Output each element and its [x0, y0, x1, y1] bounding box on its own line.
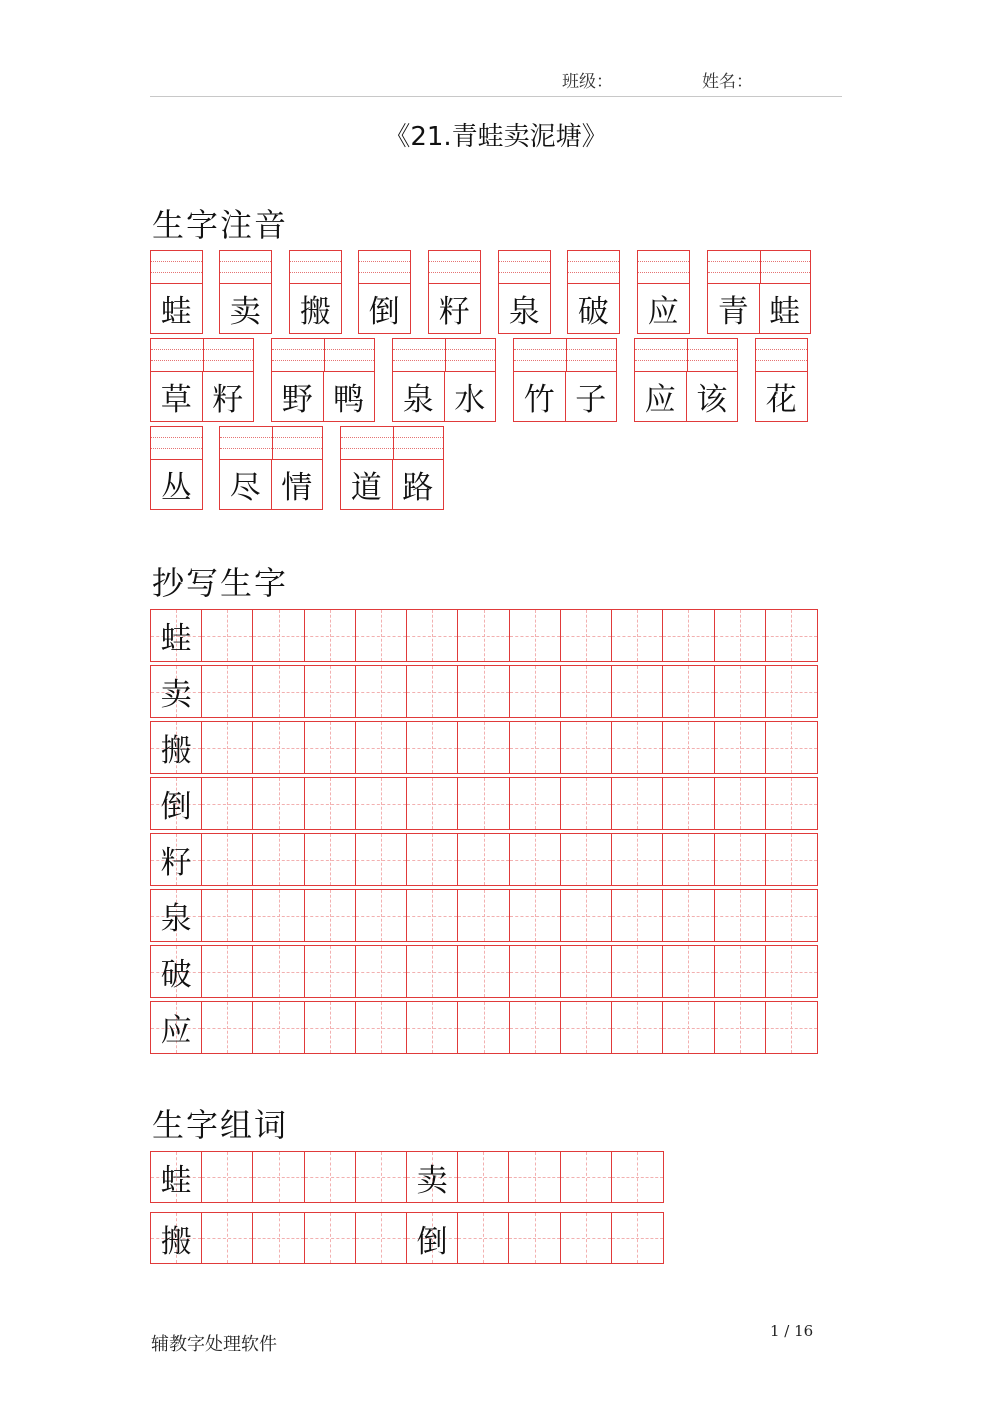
practice-square[interactable] — [458, 778, 509, 829]
practice-square[interactable] — [561, 946, 612, 997]
practice-square[interactable] — [612, 1152, 663, 1202]
practice-square[interactable] — [407, 946, 458, 997]
practice-square[interactable] — [407, 610, 458, 661]
model-character: 蛙 — [160, 1162, 192, 1199]
practice-square[interactable] — [202, 610, 253, 661]
practice-square[interactable] — [561, 666, 612, 717]
pinyin-word-box — [428, 250, 481, 334]
pinyin-word-box — [219, 426, 323, 510]
pinyin-divider — [445, 339, 446, 371]
model-character-square — [151, 890, 202, 941]
practice-square[interactable] — [407, 666, 458, 717]
practice-square[interactable] — [253, 890, 304, 941]
character-cell: 籽 — [438, 293, 470, 330]
pinyin-word-box — [358, 250, 411, 334]
practice-square[interactable] — [253, 1213, 304, 1263]
model-character-square — [151, 1002, 202, 1053]
practice-square[interactable] — [202, 778, 253, 829]
pinyin-divider — [203, 339, 204, 371]
practice-square[interactable] — [663, 890, 714, 941]
character-cell: 蛙 — [769, 293, 801, 330]
pinyin-divider — [272, 427, 273, 459]
pinyin-writing-lines[interactable] — [568, 251, 619, 284]
pinyin-word-box — [150, 426, 203, 510]
practice-square[interactable] — [356, 1002, 407, 1053]
practice-square[interactable] — [715, 834, 766, 885]
practice-square[interactable] — [612, 722, 663, 773]
practice-square[interactable] — [510, 778, 561, 829]
practice-square[interactable] — [715, 610, 766, 661]
practice-square[interactable] — [253, 778, 304, 829]
practice-square[interactable] — [305, 1152, 356, 1202]
practice-square[interactable] — [458, 666, 509, 717]
character-cell: 道 — [341, 459, 393, 509]
practice-square[interactable] — [510, 834, 561, 885]
character-cell: 子 — [575, 381, 607, 418]
character-cell: 花 — [765, 381, 797, 418]
compose-row — [150, 1212, 664, 1264]
pinyin-divider — [393, 427, 394, 459]
model-character: 应 — [160, 1013, 192, 1049]
model-character: 破 — [160, 957, 192, 993]
compose-row — [150, 1151, 664, 1203]
copy-row — [150, 889, 818, 942]
practice-square[interactable] — [305, 722, 356, 773]
practice-square[interactable] — [561, 610, 612, 661]
section-title-pinyin: 生字注音 — [152, 206, 289, 244]
pinyin-word-box — [755, 338, 808, 422]
practice-square[interactable] — [458, 1002, 509, 1053]
practice-square[interactable] — [715, 666, 766, 717]
practice-square[interactable] — [510, 890, 561, 941]
pinyin-writing-lines[interactable] — [359, 251, 410, 284]
practice-square[interactable] — [663, 666, 714, 717]
practice-square[interactable] — [612, 1002, 663, 1053]
copy-row — [150, 777, 818, 830]
pinyin-writing-lines[interactable] — [151, 251, 202, 284]
practice-square[interactable] — [305, 778, 356, 829]
character-cell: 应 — [647, 293, 679, 330]
practice-square[interactable] — [663, 946, 714, 997]
practice-square[interactable] — [356, 890, 407, 941]
copy-row — [150, 833, 818, 886]
pinyin-writing-lines[interactable] — [638, 251, 689, 284]
page-number: 1 / 16 — [770, 1322, 814, 1340]
pinyin-word-box — [289, 250, 342, 334]
practice-square[interactable] — [305, 890, 356, 941]
pinyin-word-box — [150, 250, 203, 334]
practice-square[interactable] — [458, 722, 509, 773]
pinyin-word-box — [498, 250, 551, 334]
practice-square[interactable] — [715, 890, 766, 941]
practice-square[interactable] — [663, 722, 714, 773]
practice-square[interactable] — [663, 610, 714, 661]
practice-square[interactable] — [612, 890, 663, 941]
pinyin-writing-lines[interactable] — [220, 251, 271, 284]
practice-square[interactable] — [356, 610, 407, 661]
practice-square[interactable] — [766, 610, 817, 661]
header-divider — [150, 96, 842, 97]
practice-square[interactable] — [253, 1152, 304, 1202]
pinyin-word-box — [150, 338, 254, 422]
practice-square[interactable] — [663, 778, 714, 829]
practice-square[interactable] — [407, 1002, 458, 1053]
practice-square[interactable] — [715, 722, 766, 773]
character-cell: 水 — [454, 381, 486, 418]
pinyin-writing-lines[interactable] — [151, 427, 202, 460]
pinyin-writing-lines[interactable] — [499, 251, 550, 284]
model-character-square — [407, 1152, 458, 1202]
pinyin-writing-lines[interactable] — [429, 251, 480, 284]
pinyin-word-box — [634, 338, 738, 422]
practice-square[interactable] — [202, 946, 253, 997]
practice-square[interactable] — [202, 890, 253, 941]
practice-square[interactable] — [356, 722, 407, 773]
model-character: 搬 — [160, 733, 192, 769]
character-cell: 破 — [577, 293, 609, 330]
practice-square[interactable] — [510, 946, 561, 997]
pinyin-writing-lines[interactable] — [290, 251, 341, 284]
class-label: 班级： — [562, 72, 613, 92]
character-cell: 情 — [281, 469, 313, 506]
pinyin-writing-lines[interactable] — [756, 339, 807, 372]
model-character-square — [151, 1213, 202, 1263]
character-cell: 泉 — [508, 293, 540, 330]
practice-square[interactable] — [510, 610, 561, 661]
practice-square[interactable] — [253, 1002, 304, 1053]
practice-square[interactable] — [202, 666, 253, 717]
practice-square[interactable] — [356, 1213, 407, 1263]
practice-square[interactable] — [561, 1213, 612, 1263]
practice-square[interactable] — [305, 610, 356, 661]
model-character-square — [151, 610, 202, 661]
practice-square[interactable] — [663, 1002, 714, 1053]
model-character-square — [151, 778, 202, 829]
practice-square[interactable] — [561, 1152, 612, 1202]
practice-square[interactable] — [663, 834, 714, 885]
model-character: 泉 — [160, 901, 192, 937]
practice-square[interactable] — [458, 1152, 509, 1202]
practice-square[interactable] — [715, 778, 766, 829]
practice-square[interactable] — [715, 1002, 766, 1053]
practice-square[interactable] — [766, 890, 817, 941]
practice-square[interactable] — [715, 946, 766, 997]
character-cell: 尽 — [220, 459, 272, 509]
practice-square[interactable] — [305, 666, 356, 717]
model-character-square — [151, 1152, 202, 1202]
practice-square[interactable] — [253, 610, 304, 661]
practice-square[interactable] — [253, 722, 304, 773]
practice-square[interactable] — [458, 610, 509, 661]
character-cell: 搬 — [299, 293, 331, 330]
practice-square[interactable] — [202, 1002, 253, 1053]
character-cell: 卖 — [229, 293, 261, 330]
character-cell: 竹 — [514, 371, 566, 421]
practice-square[interactable] — [202, 722, 253, 773]
practice-square[interactable] — [356, 946, 407, 997]
model-character: 籽 — [160, 845, 192, 881]
copy-row — [150, 945, 818, 998]
practice-square[interactable] — [510, 1002, 561, 1053]
practice-square[interactable] — [612, 946, 663, 997]
model-character: 倒 — [160, 789, 192, 825]
model-character-square — [151, 946, 202, 997]
practice-square[interactable] — [305, 834, 356, 885]
practice-square[interactable] — [509, 1213, 560, 1263]
practice-square[interactable] — [407, 834, 458, 885]
pinyin-divider — [324, 339, 325, 371]
name-label: 姓名： — [702, 72, 753, 92]
copy-row — [150, 1001, 818, 1054]
practice-square[interactable] — [561, 834, 612, 885]
copy-row — [150, 609, 818, 662]
footer-software-name: 辅教字处理软件 — [151, 1334, 277, 1355]
model-character-square — [407, 1213, 458, 1263]
practice-square[interactable] — [766, 1002, 817, 1053]
practice-square[interactable] — [253, 834, 304, 885]
practice-square[interactable] — [407, 890, 458, 941]
practice-square[interactable] — [202, 1213, 253, 1263]
practice-square[interactable] — [561, 778, 612, 829]
pinyin-word-box — [219, 250, 272, 334]
practice-square[interactable] — [202, 1152, 253, 1202]
character-cell: 籽 — [212, 381, 244, 418]
practice-square[interactable] — [766, 778, 817, 829]
model-character: 倒 — [416, 1223, 448, 1260]
practice-square[interactable] — [305, 946, 356, 997]
practice-square[interactable] — [458, 946, 509, 997]
practice-square[interactable] — [561, 1002, 612, 1053]
practice-square[interactable] — [356, 778, 407, 829]
section-title-copy: 抄写生字 — [152, 564, 289, 602]
practice-square[interactable] — [766, 834, 817, 885]
practice-square[interactable] — [561, 722, 612, 773]
practice-square[interactable] — [202, 834, 253, 885]
model-character: 卖 — [416, 1162, 448, 1199]
character-cell: 鸭 — [333, 381, 365, 418]
pinyin-word-box — [392, 338, 496, 422]
practice-square[interactable] — [612, 610, 663, 661]
character-cell: 泉 — [393, 371, 445, 421]
practice-square[interactable] — [356, 834, 407, 885]
practice-square[interactable] — [612, 1213, 663, 1263]
model-character: 蛙 — [160, 621, 192, 657]
pinyin-divider — [687, 339, 688, 371]
practice-square[interactable] — [510, 722, 561, 773]
character-cell: 青 — [708, 283, 760, 333]
practice-square[interactable] — [407, 722, 458, 773]
practice-square[interactable] — [305, 1002, 356, 1053]
practice-square[interactable] — [612, 834, 663, 885]
character-cell: 倒 — [368, 293, 400, 330]
character-cell: 应 — [635, 371, 687, 421]
practice-square[interactable] — [766, 946, 817, 997]
pinyin-divider — [566, 339, 567, 371]
practice-square[interactable] — [253, 666, 304, 717]
practice-square[interactable] — [253, 946, 304, 997]
pinyin-divider — [760, 251, 761, 283]
practice-square[interactable] — [766, 666, 817, 717]
pinyin-word-box — [567, 250, 620, 334]
pinyin-word-box — [707, 250, 811, 334]
model-character: 卖 — [160, 677, 192, 713]
model-character-square — [151, 834, 202, 885]
character-cell: 野 — [272, 371, 324, 421]
character-cell: 路 — [402, 469, 434, 506]
practice-square[interactable] — [458, 1213, 509, 1263]
character-cell: 丛 — [160, 469, 192, 506]
model-character-square — [151, 722, 202, 773]
practice-square[interactable] — [407, 778, 458, 829]
pinyin-word-box — [513, 338, 617, 422]
practice-square[interactable] — [612, 666, 663, 717]
pinyin-word-box — [340, 426, 444, 510]
practice-square[interactable] — [561, 890, 612, 941]
page-title: 《21.青蛙卖泥塘》 — [384, 122, 608, 152]
practice-square[interactable] — [305, 1213, 356, 1263]
model-character-square — [151, 666, 202, 717]
practice-square[interactable] — [458, 890, 509, 941]
practice-square[interactable] — [510, 666, 561, 717]
character-cell: 草 — [151, 371, 203, 421]
character-cell: 蛙 — [160, 293, 192, 330]
model-character: 搬 — [160, 1223, 192, 1260]
practice-square[interactable] — [509, 1152, 560, 1202]
copy-row — [150, 665, 818, 718]
practice-square[interactable] — [356, 666, 407, 717]
character-cell: 该 — [696, 381, 728, 418]
practice-square[interactable] — [458, 834, 509, 885]
pinyin-word-box — [637, 250, 690, 334]
copy-row — [150, 721, 818, 774]
practice-square[interactable] — [766, 722, 817, 773]
pinyin-word-box — [271, 338, 375, 422]
practice-square[interactable] — [356, 1152, 407, 1202]
section-title-words: 生字组词 — [152, 1106, 289, 1144]
practice-square[interactable] — [612, 778, 663, 829]
